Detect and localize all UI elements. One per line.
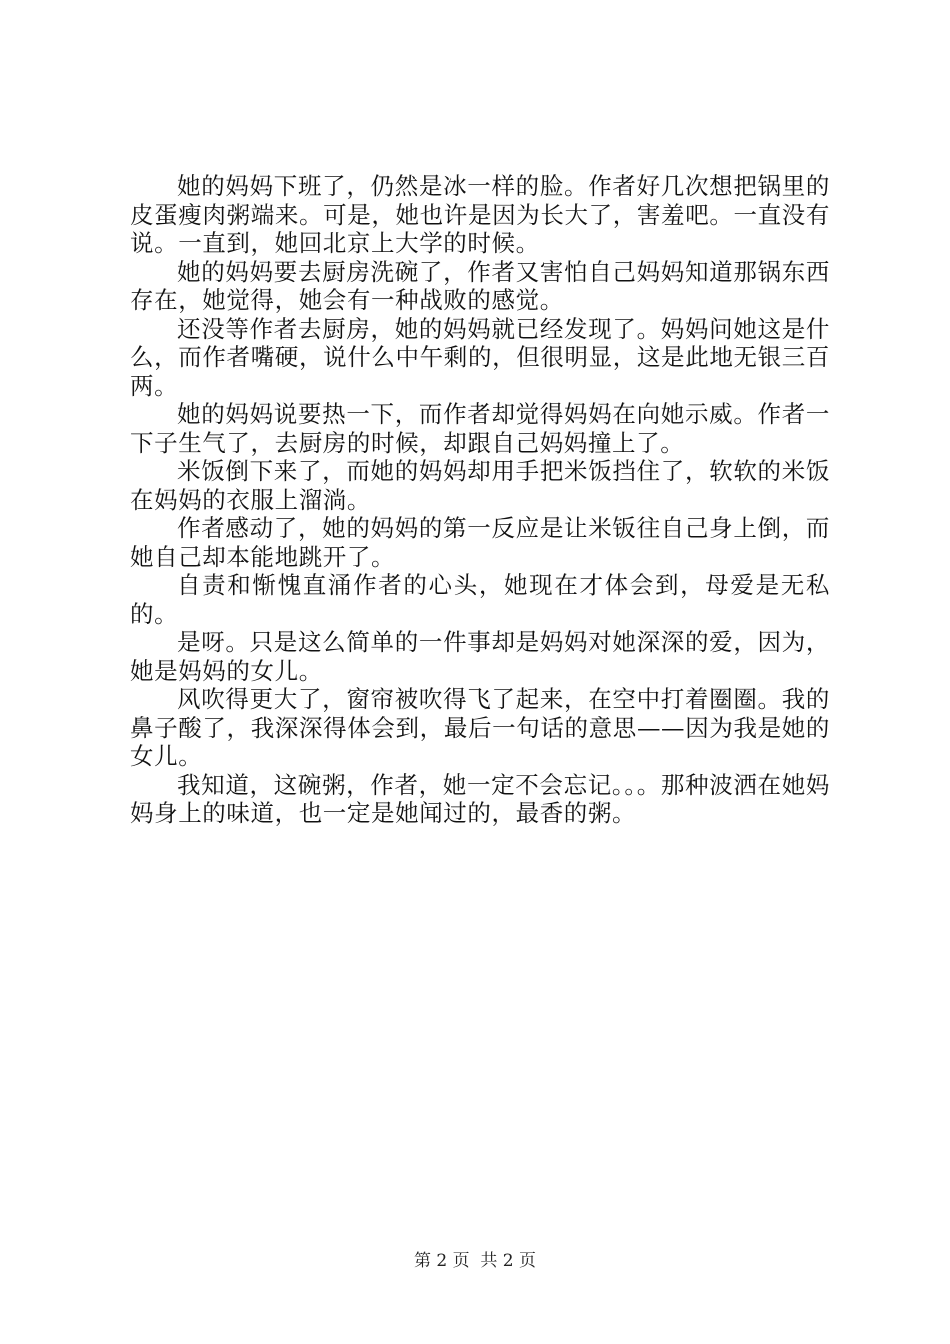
paragraph-7: 自责和惭愧直涌作者的心头，她现在才体会到，母爱是无私的。 (130, 571, 830, 628)
paragraph-1: 她的妈妈下班了，仍然是冰一样的脸。作者好几次想把锅里的皮蛋瘦肉粥端来。可是，她也许是因为长大了，害羞吧。一直没有说。一直到，她回北京上大学的时候。 (130, 172, 830, 257)
paragraph-8: 是呀。只是这么简单的一件事却是妈妈对她深深的爱，因为，她是妈妈的女儿。 (130, 628, 830, 685)
paragraph-6: 作者感动了，她的妈妈的第一反应是让米钣往自己身上倒，而她自己却本能地跳开了。 (130, 514, 830, 571)
paragraph-10: 我知道，这碗粥，作者，她一定不会忘记。。。那种波洒在她妈妈身上的味道，也一定是她闻过的，最香的粥。 (130, 770, 830, 827)
paragraph-9: 风吹得更大了，窗帘被吹得飞了起来，在空中打着圈圈。我的鼻子酸了，我深深得体会到，最后一句话的意思——因为我是她的女儿。 (130, 685, 830, 770)
paragraph-5: 米饭倒下来了，而她的妈妈却用手把米饭挡住了，软软的米饭在妈妈的衣服上溜淌。 (130, 457, 830, 514)
paragraph-4: 她的妈妈说要热一下，而作者却觉得妈妈在向她示威。作者一下子生气了，去厨房的时候，却跟自己妈妈撞上了。 (130, 400, 830, 457)
page-number-footer: 第 2 页 共 2 页 (413, 1251, 537, 1271)
paragraph-2: 她的妈妈要去厨房洗碗了，作者又害怕自己妈妈知道那锅东西存在，她觉得，她会有一种战败的感觉。 (130, 257, 830, 314)
paragraph-3: 还没等作者去厨房，她的妈妈就已经发现了。妈妈问她这是什么，而作者嘴硬，说什么中午剩的，但很明显，这是此地无银三百两。 (130, 314, 830, 400)
document-body (130, 172, 830, 828)
